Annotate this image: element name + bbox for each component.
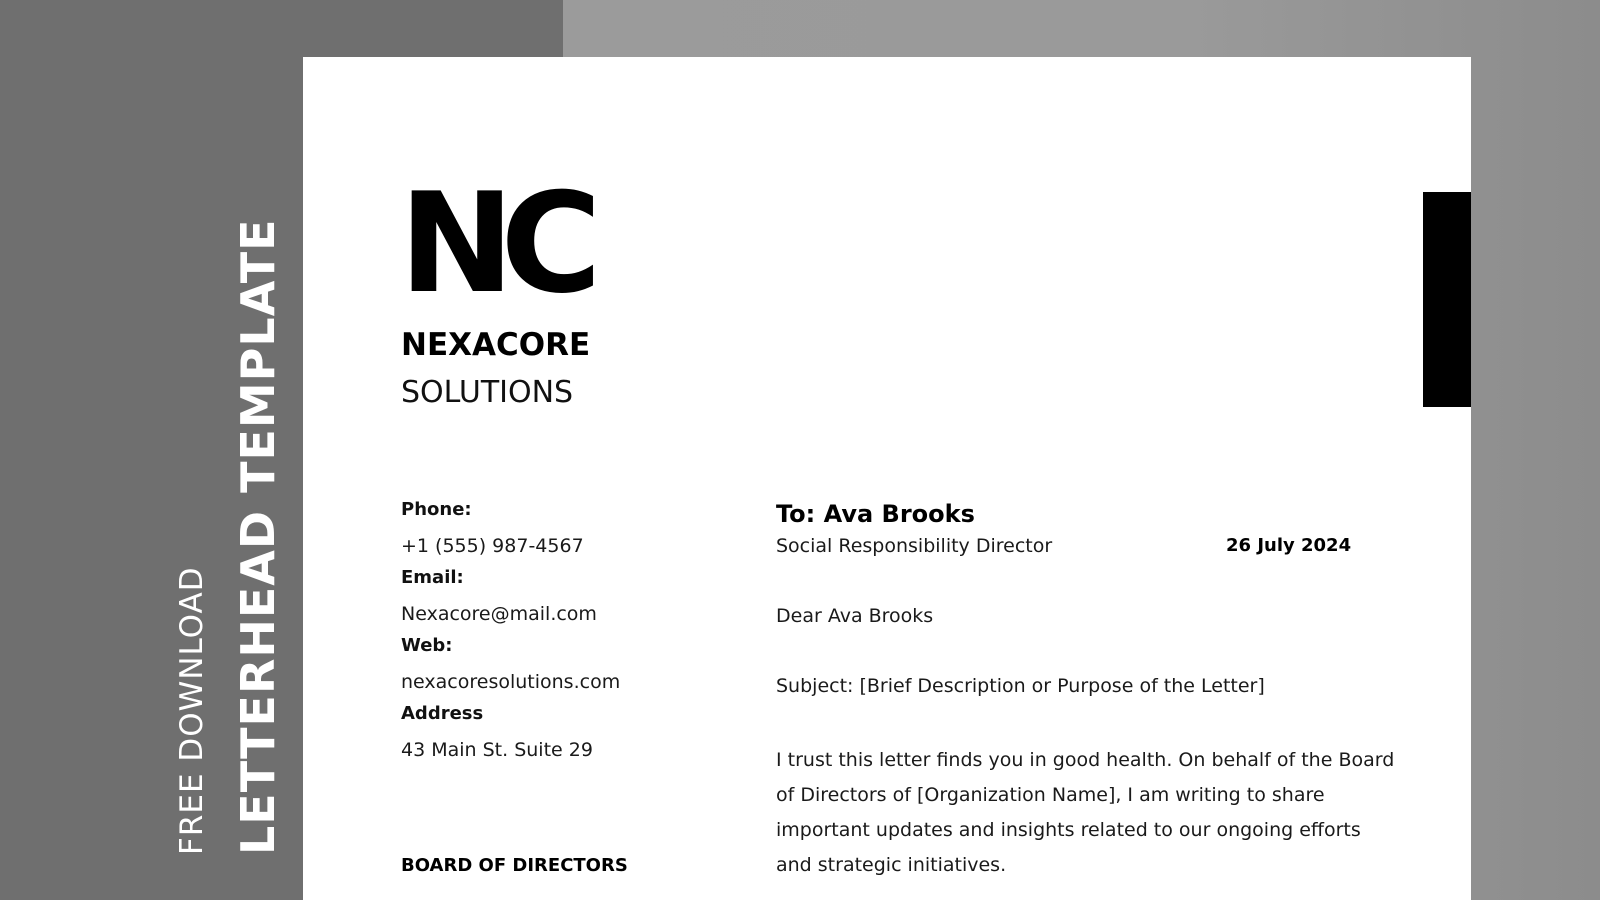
letter-date: 26 July 2024 [1226, 535, 1352, 556]
logo-monogram: NC [399, 163, 588, 324]
board-heading: BOARD OF DIRECTORS [401, 855, 628, 876]
phone-label: Phone: [401, 499, 472, 520]
side-title-big: LETTERHEAD TEMPLATE [231, 218, 285, 855]
web-value: nexacoresolutions.com [401, 671, 621, 693]
recipient-role: Social Responsibility Director [776, 535, 1053, 557]
recipient-line: To: Ava Brooks [776, 500, 975, 528]
contact-block [401, 498, 721, 770]
letter-body [776, 499, 1401, 883]
subject-line: Subject: [Brief Description or Purpose of the Letter] [776, 675, 1265, 697]
greeting: Dear Ava Brooks [776, 605, 934, 627]
web-label: Web: [401, 635, 453, 656]
address-label: Address [401, 703, 484, 724]
company-logo [399, 163, 588, 324]
email-label: Email: [401, 567, 464, 588]
recipient-role-row [776, 533, 1401, 559]
company-subtitle: SOLUTIONS [401, 375, 574, 410]
letterhead-paper [303, 57, 1471, 900]
side-title [174, 218, 285, 855]
body-paragraph: I trust this letter finds you in good health. On behalf of the Board of Directors of [Organization Name], I am writing to share important updates and insights related to our ongoing efforts and strategic initiatives. [776, 749, 1395, 876]
email-value: Nexacore@mail.com [401, 603, 597, 625]
side-title-small: FREE DOWNLOAD [174, 566, 210, 855]
accent-bar [1423, 192, 1471, 407]
address-value: 43 Main St. Suite 29 [401, 739, 593, 761]
company-name: NEXACORE [401, 327, 591, 363]
phone-value: +1 (555) 987-4567 [401, 535, 584, 557]
